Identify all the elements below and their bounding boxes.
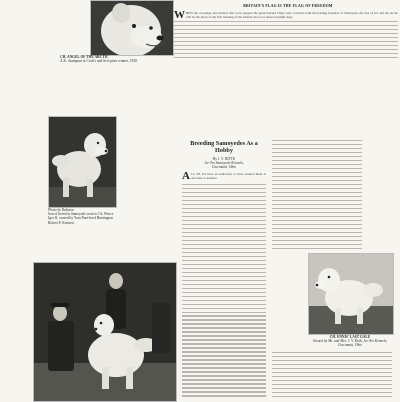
article-title: Breeding Samoyedes As a Hobby (190, 140, 258, 154)
show-ring-image (34, 263, 176, 401)
samoyed-standing-image (49, 117, 116, 207)
top-header: BRITAIN'S FLAG IS THE FLAG OF FREEDOM (243, 4, 333, 8)
head-photo-caption (60, 55, 172, 63)
article-col1-lines (182, 184, 266, 400)
article-first-paragraph (182, 172, 266, 182)
article-dropcap: A (182, 172, 190, 182)
standing-photo-caption-text: Son of breed in Samoyeds went to Ch. Prince Igor II, owned by Yarn Pure-bred Huntington Robert F. Kennett. (48, 212, 114, 225)
article-byline-kennel: Jer-Tex Samoyede Kennels, (204, 161, 244, 166)
top-text-lines (174, 21, 398, 61)
article-byline-city: Cincinnati, Ohio (211, 165, 237, 170)
article-first-words: LL OF US have an indiscrete or have wanted them at one time or another. (190, 172, 266, 181)
article-col2-lines (272, 140, 362, 252)
photo-samoyed-standing (48, 116, 117, 208)
article-byline-author: By J. V. RITTE (212, 157, 236, 161)
grass-photo-caption-sub: Owned by Mr. and Mrs. J. V. Roth, Jer-Tex Kennels, Cincinnati, Ohio (312, 339, 388, 348)
standing-photo-caption (48, 208, 118, 225)
grass-photo-caption-title: CH. ENNIS' LAST GALE (329, 335, 371, 339)
article-col2b-lines (272, 352, 392, 400)
samoyed-head-image (91, 1, 173, 55)
top-intro-dropcap: W (174, 11, 185, 21)
photo-show-ring (33, 262, 177, 402)
head-photo-caption-sub: A.K. champion at Cruft's and first-prize winner, 1928 (60, 59, 137, 64)
head-photo-caption-title: CH. ANGEL OF THE ARCTIC (60, 55, 109, 59)
top-intro-paragraph: HEN the crossings and barriers that were stopped the great Kennel Clubs were crowded with the leading breeders of Samoyeds, the Sea of Ice and the Arctic will be the place of the first meeting of the friends who love these beautiful dogs. (186, 11, 398, 20)
samoyed-grass-image (309, 254, 393, 334)
grass-photo-caption (306, 335, 394, 348)
photo-samoyed-head (90, 0, 174, 56)
standing-photo-credit: Photo by Ruhston (48, 208, 74, 212)
photo-samoyed-grass (308, 253, 394, 335)
article-byline (182, 157, 266, 170)
